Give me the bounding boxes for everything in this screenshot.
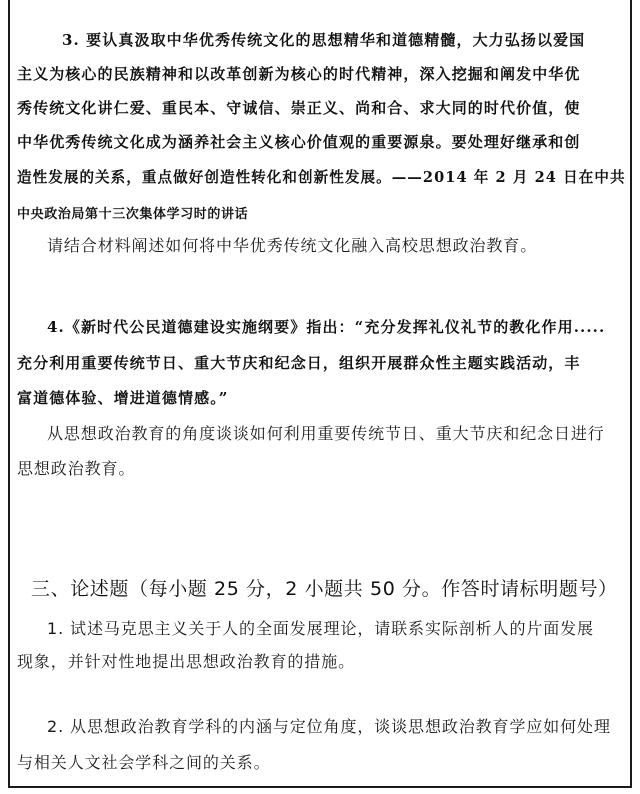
q3-prompt: 请结合材料阐述如何将中华优秀传统文化融入高校思想政治教育。: [47, 236, 538, 255]
q3-line-1: 3. 要认真汲取中华优秀传统文化的思想精华和道德精髓，大力弘扬以爱国: [62, 31, 586, 49]
q3-line-4: 中华优秀传统文化成为涵养社会主义核心价值观的重要源泉。要处理好继承和创: [17, 133, 581, 151]
q3-line-3: 秀传统文化讲仁爱、重民本、守诚信、崇正义、尚和合、求大同的时代价值，使: [17, 99, 581, 117]
q4-prompt-line-1: 从思想政治教育的角度谈谈如何利用重要传统节日、重大节庆和纪念日进行: [47, 424, 605, 443]
q4-line-3: 富道德体验、增进道德情感。”: [17, 389, 229, 407]
q4-prompt-line-2: 思想政治教育。: [17, 459, 136, 478]
q3-line-2: 主义为核心的民族精神和以改革创新为核心的时代精神，深入挖掘和阐发中华优: [17, 65, 581, 83]
q4-line-1: 4.《新时代公民道德建设实施纲要》指出：“充分发挥礼仪礼节的教化作用.....: [47, 318, 606, 336]
section-3-heading: 三、论述题（每小题 25 分，2 小题共 50 分。作答时请标明题号）: [31, 578, 618, 600]
essay-q1-line-2: 现象，并针对性地提出思想政治教育的措施。: [17, 652, 356, 671]
q3-citation: 中央政治局第十三次集体学习时的讲话: [17, 207, 249, 222]
essay-q1-line-1: 1. 试述马克思主义关于人的全面发展理论，请联系实际剖析人的片面发展: [47, 619, 594, 638]
q3-line-5: 造性发展的关系，重点做好创造性转化和创新性发展。——2014 年 2 月 24 日在中共: [17, 168, 626, 186]
essay-q2-line-2: 与相关人文社会学科之间的关系。: [17, 753, 271, 772]
essay-q2-line-1: 2. 从思想政治教育学科的内涵与定位角度，谈谈思想政治教育学应如何处理: [47, 717, 611, 736]
q4-line-2: 充分利用重要传统节日、重大节庆和纪念日，组织开展群众性主题实践活动，丰: [17, 354, 581, 372]
